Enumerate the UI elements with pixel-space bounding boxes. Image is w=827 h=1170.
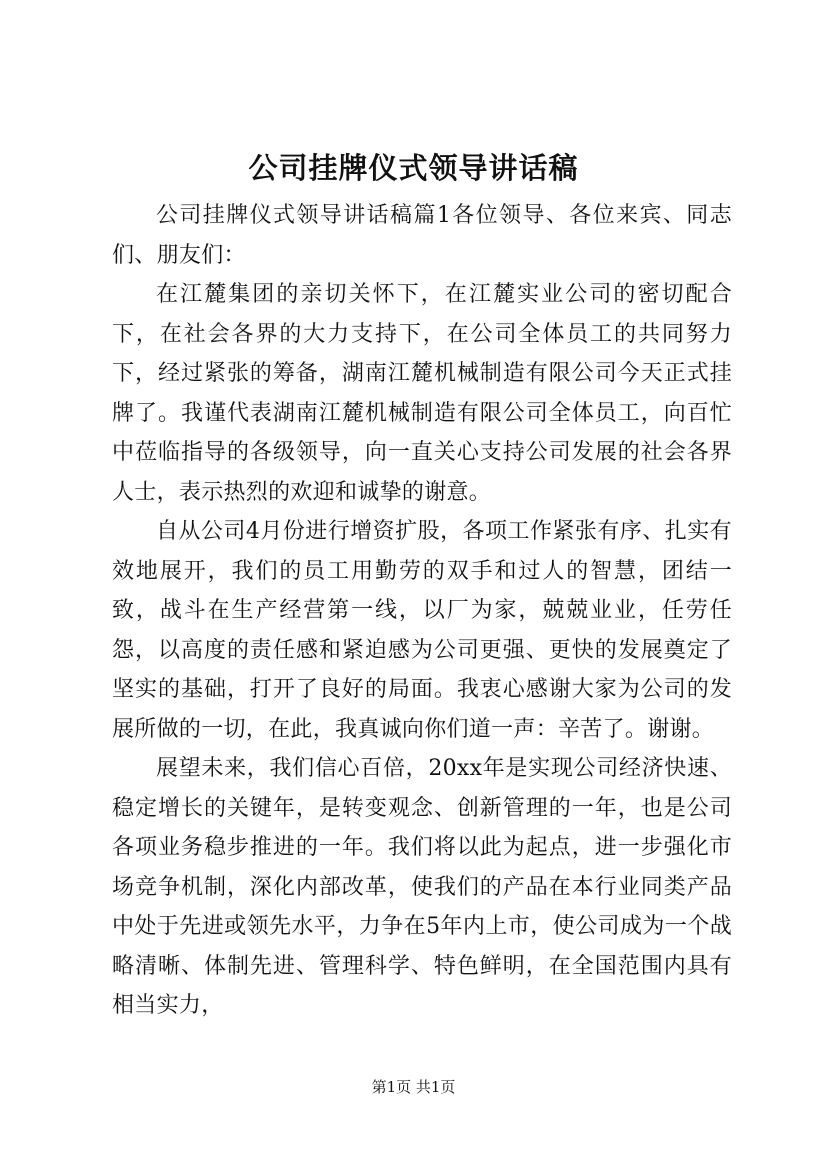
page-number-footer: 第1页 共1页 bbox=[371, 1078, 456, 1096]
paragraph-opening: 在江麓集团的亲切关怀下，在江麓实业公司的密切配合下，在社会各界的大力支持下，在公司全体员工的共同努力下，经过紧张的筹备，湖南江麓机械制造有限公司今天正式挂牌了。我谨代表湖南江麓机械制造有限公司全体员工，向百忙中莅临指导的各级领导，向一直关心支持公司发展的社会各界人士，表示热烈的欢迎和诚挚的谢意。 bbox=[112, 282, 732, 505]
paragraph-thanks: 自从公司4月份进行增资扩股，各项工作紧张有序、扎实有效地展开，我们的员工用勤劳的双手和过人的智慧，团结一致，战斗在生产经营第一线，以厂为家，兢兢业业，任劳任怨，以高度的责任感和紧迫感为公司更强、更快的发展奠定了坚实的基础，打开了良好的局面。我衷心感谢大家为公司的发展所做的一切，在此，我真诚向你们道一声：辛苦了。谢谢。 bbox=[112, 519, 732, 742]
document-body bbox=[112, 196, 732, 1026]
paragraph-greeting: 公司挂牌仪式领导讲话稿篇1各位领导、各位来宾、同志们、朋友们： bbox=[112, 203, 732, 268]
document-title: 公司挂牌仪式领导讲话稿 bbox=[248, 151, 579, 185]
paragraph-outlook: 展望未来，我们信心百倍，20xx年是实现公司经济快速、稳定增长的关键年，是转变观念、创新管理的一年，也是公司各项业务稳步推进的一年。我们将以此为起点，进一步强化市场竞争机制，深化内部改革，使我们的产品在本行业同类产品中处于先进或领先水平，力争在5年内上市，使公司成为一个战略清晰、体制先进、管理科学、特色鲜明，在全国范围内具有相当实力， bbox=[112, 756, 732, 1018]
